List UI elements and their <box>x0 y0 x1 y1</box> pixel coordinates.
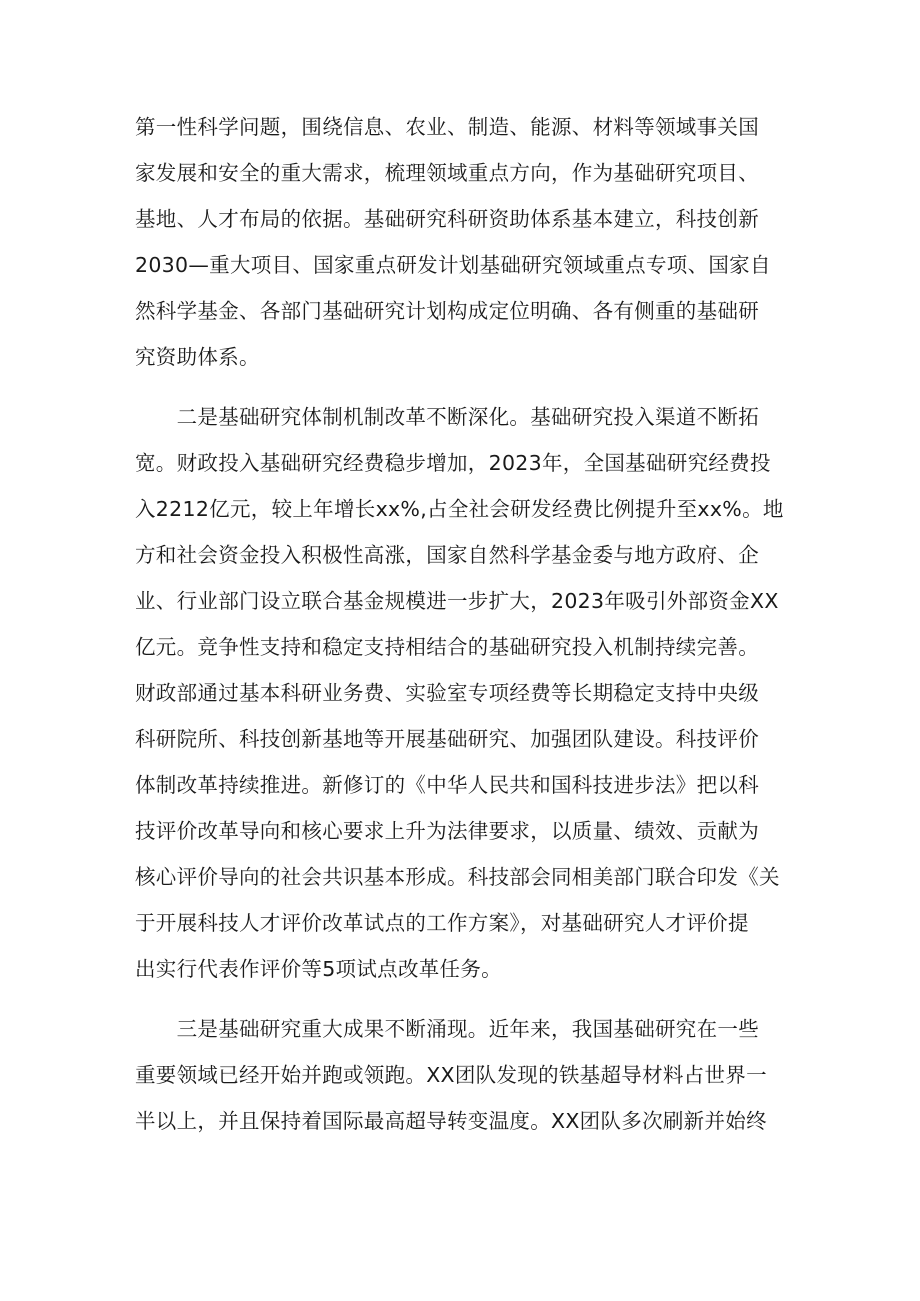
text-line: 三是基础研究重大成果不断涌现。近年来，我国基础研究在一些 <box>135 1017 759 1041</box>
text-line: 财政部通过基本科研业务费、实验室专项经费等长期稳定支持中央级 <box>135 681 759 705</box>
text-line: 宽。财政投入基础研究经费稳步增加，2023年，全国基础研究经费投 <box>135 451 771 475</box>
text-line: 技评价改革导向和核心要求上升为法律要求，以质量、绩效、贡献为 <box>135 819 759 843</box>
text-line: 方和社会资金投入积极性高涨，国家自然科学基金委与地方政府、企 <box>135 543 759 567</box>
text-line: 出实行代表作评价等5项试点改革任务。 <box>135 957 502 981</box>
paragraph-spacer <box>135 380 795 394</box>
text-line: 科研院所、科技创新基地等开展基础研究、加强团队建设。科技评价 <box>135 727 759 751</box>
text-line: 基地、人才布局的依据。基础研究科研资助体系基本建立，科技创新 <box>135 207 759 231</box>
text-line: 入2212亿元，较上年增长xx%,占全社会研发经费比例提升至xx%。地 <box>135 497 784 521</box>
text-line: 二是基础研究体制机制改革不断深化。基础研究投入渠道不断拓 <box>135 405 759 429</box>
text-line: 第一性科学问题，围绕信息、农业、制造、能源、材料等领域事关国 <box>135 115 759 139</box>
text-line: 体制改革持续推进。新修订的《中华人民共和国科技进步法》把以科 <box>135 773 759 797</box>
text-line: 2030—重大项目、国家重点研发计划基础研究领域重点专项、国家自 <box>135 253 771 277</box>
text-line: 重要领域已经开始并跑或领跑。XX团队发现的铁基超导材料占世界一 <box>135 1063 767 1087</box>
text-line: 亿元。竞争性支持和稳定支持相结合的基础研究投入机制持续完善。 <box>135 635 759 659</box>
text-line: 家发展和安全的重大需求，梳理领域重点方向，作为基础研究项目、 <box>135 161 759 185</box>
document-body <box>135 104 795 1144</box>
text-line: 究资助体系。 <box>135 345 260 369</box>
text-line: 业、行业部门设立联合基金规模进一步扩大，2023年吸引外部资金XX <box>135 589 779 613</box>
paragraph-1 <box>135 104 795 380</box>
paragraph-spacer <box>135 992 795 1006</box>
text-line: 然科学基金、各部门基础研究计划构成定位明确、各有侧重的基础研 <box>135 299 759 323</box>
text-line: 半以上，并且保持着国际最高超导转变温度。XX团队多次刷新并始终 <box>135 1109 767 1133</box>
text-line: 于开展科技人才评价改革试点的工作方案》，对基础研究人才评价提 <box>135 911 749 935</box>
paragraph-2 <box>135 394 795 992</box>
text-line: 核心评价导向的社会共识基本形成。科技部会同相美部门联合印发《关 <box>135 865 780 889</box>
paragraph-3 <box>135 1006 795 1144</box>
